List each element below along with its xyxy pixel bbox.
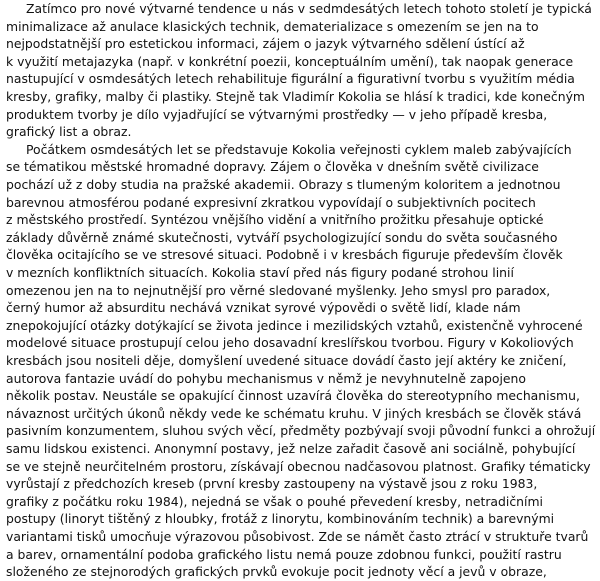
text-line: z městského prostředí. Syntézou vnějšího vidění a vnitřního prožitku přesahuje optické: [6, 212, 544, 228]
text-line: základy důvěrně známé skutečnosti, vytváří psychologizující sondu do světa současného: [6, 229, 558, 245]
text-line: nastupující v osmdesátých letech rehabilituje figurální a figurativní tvorbu s využitím média: [6, 71, 575, 87]
text-line: pasivním konzumentem, sluhou svých věcí, předměty pozbývají svoji původní funkci a ohrožují: [6, 423, 596, 439]
text-line: autorova fantazie uvádí do pohybu mechanismus v němž je nevyhnutelně zapojeno: [6, 370, 526, 386]
text-line: grafiky z počátku roku 1984), nejedná se však o pouhé převedení kresby, netradičními: [6, 493, 543, 509]
text-line: barevnou atmosférou podané expresivní zkratkou vypovídají o subjektivních pocitech: [6, 194, 536, 210]
text-line: kresbách jsou nositeli děje, domyšlení uvedené situace dovádí často její aktéry ke zničení,: [6, 353, 567, 368]
text-line: černý humor až absurditu nechává vznikat syrové výpovědi o světě lidí, klade nám: [6, 300, 521, 316]
text-line: variantami tisků umocňuje výrazovou působivost. Zde se námět často ztrácí v struktuře tvarů: [6, 529, 589, 544]
text-line: produktem tvorby je dílo vyjadřující se výtvarnými prostředky — v jeho případě kresba,: [6, 106, 548, 122]
text-line: minimalizace až anulace klasických technik, dematerializace s omezením se jen na to: [6, 18, 539, 34]
text-line: grafický list a obraz.: [6, 124, 132, 140]
text-line: návaznost určitých úkonů někdy vede ke schématu kruhu. V jiných kresbách se člověk stává: [6, 405, 582, 421]
text-line: nejpodstatnější pro estetickou informaci, zájem o jazyk výtvarného sdělení ústící až: [6, 36, 525, 52]
text-line: kresby, grafiky, malby či plastiky. Stejně tak Vladimír Kokolia se hlásí k tradici, kde konečným: [6, 89, 585, 104]
text-line: a barev, ornamentální podoba grafického listu nemá pouze zdobnou funkci, použití rastru: [6, 546, 562, 562]
text-line: postupy (linoryt tištěný z hloubky, frotáž z linorytu, kombinováním technik) a barevnými: [6, 511, 555, 527]
text-line: pochází už z doby studia na pražské akademii. Obrazy s tlumeným koloritem a jednotnou: [6, 177, 561, 192]
text-line: Počátkem osmdesátých let se představuje Kokolia veřejnosti cyklem maleb zabývajících: [26, 141, 572, 157]
text-line: v mezních konfliktních situacích. Kokolia staví před nás figury podané strohou linií: [6, 265, 514, 280]
text-line: se tématikou městské hromadné dopravy. Zájem o člověka v dnešním světě civilizace: [6, 159, 539, 175]
text-line: se ve stejně neurčitelném prostoru, získávají obecnou nadčasovou platnost. Grafiky tématicky: [6, 458, 591, 474]
text-line: Zatímco pro nové výtvarné tendence u nás v sedmdesátých letech tohoto století je typická: [26, 1, 592, 16]
text-line: člověka ocitajícího se ve stresové situaci. Podobně i v kresbách figuruje především člověk: [6, 247, 563, 263]
text-line: několik postav. Neustále se opakující činnost uzavírá člověka do stereotypního mechanismu,: [6, 388, 580, 404]
text-line: modelové situace prostupují celou jeho dosavadní kreslířskou tvorbou. Figury v Kokoliových: [6, 335, 574, 351]
text-line: vyrůstají z předchozích kreseb (první kresby zastoupeny na výstavě jsou z roku 1983,: [6, 476, 538, 492]
text-line: znepokojující otázky dotýkající se života jedince i mezilidských vztahů, existenčně vyhrocené: [6, 317, 583, 333]
text-line: k využití metajazyka (např. v konkrétní poezii, konceptuálním umění), tak naopak generace: [6, 53, 574, 69]
text-line: omezenou jen na to nejnutnější pro věrné sledované myšlenky. Jeho smysl pro paradox,: [6, 282, 551, 298]
text-line: samu lidskou existenci. Anonymní postavy, jež nelze zařadit časově ani sociálně, pohybující: [6, 441, 576, 456]
text-line: složeného ze stejnorodých grafických prvků evokuje pocit jednoty věcí a jevů v obraze,: [6, 564, 547, 580]
